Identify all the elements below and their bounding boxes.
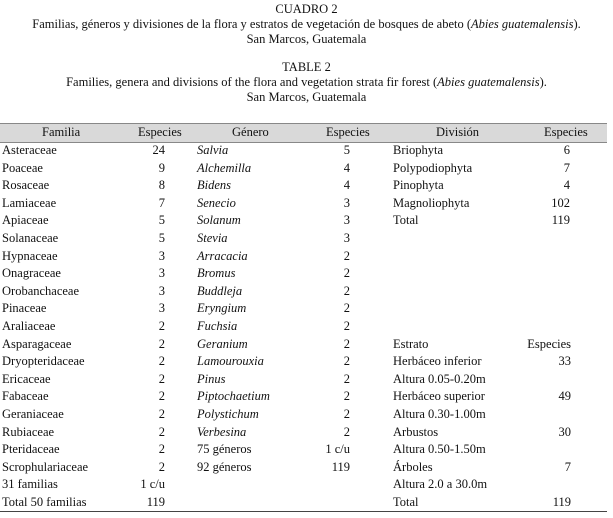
genus-species-count: 119 — [331, 459, 350, 474]
caption-es-text: Familias, géneros y divisiones de la flora y estratos de vegetación de bosques de abeto ( — [32, 17, 472, 31]
table-row — [0, 249, 607, 267]
genus-species-count: 3 — [343, 231, 350, 245]
genus-name: Pinus — [197, 371, 226, 386]
caption-en-description — [0, 75, 613, 90]
stratum-species-count: 7 — [564, 459, 571, 474]
division-name: Total — [393, 213, 419, 228]
stratum-species-count: 30 — [558, 424, 571, 439]
caption-en-end: ). — [539, 75, 547, 89]
header-genero: Género — [232, 125, 269, 139]
family-species-count: 3 — [158, 248, 165, 263]
stratum-name: Total — [393, 495, 419, 509]
family-species-count: 2 — [158, 319, 165, 333]
stratum-name: Herbáceo inferior — [393, 354, 482, 369]
table-header — [0, 123, 607, 143]
genus-name: 75 géneros — [197, 442, 252, 457]
strata-header-label: Estrato — [393, 336, 429, 351]
family-name: Geraniaceae — [2, 407, 64, 421]
genus-name: Buddleja — [197, 283, 243, 298]
family-species-count: 2 — [158, 336, 165, 351]
family-name: Total 50 familias — [2, 495, 87, 509]
family-name: Pteridaceae — [2, 442, 60, 457]
table-row — [0, 372, 607, 390]
table-row — [0, 319, 607, 337]
table-row — [0, 389, 607, 407]
table-bottom-rule — [0, 511, 607, 512]
genus-name: Senecio — [197, 195, 236, 210]
division-name: Pinophyta — [393, 178, 444, 193]
family-name: Asparagaceae — [2, 336, 72, 351]
header-division: División — [436, 125, 480, 139]
family-name: Apiaceae — [2, 213, 49, 228]
family-species-count: 8 — [158, 178, 165, 193]
stratum-name: Altura 0.30-1.00m — [393, 407, 486, 421]
table-row — [0, 178, 607, 196]
genus-species-count: 5 — [343, 143, 350, 157]
table-row — [0, 266, 607, 284]
caption-en-title: TABLE 2 — [282, 60, 331, 74]
genus-name: Bidens — [197, 178, 232, 193]
genus-species-count: 2 — [343, 354, 350, 369]
family-name: 31 familias — [2, 477, 58, 492]
caption-es-location: San Marcos, Guatemala — [246, 32, 367, 46]
genus-species-count: 2 — [343, 319, 350, 333]
family-species-count: 2 — [158, 407, 165, 421]
caption-es-description — [0, 17, 613, 32]
table-row — [0, 161, 607, 179]
genus-name: Geranium — [197, 336, 248, 351]
header-especies-familia: Especies — [138, 125, 182, 139]
caption-en-text: Families, genera and divisions of the flora and vegetation strata fir forest ( — [66, 75, 438, 89]
genus-species-count: 1 c/u — [325, 442, 350, 457]
division-species-count: 4 — [563, 178, 570, 193]
caption-english — [0, 60, 613, 105]
genus-species-count: 2 — [343, 301, 350, 316]
division-name: Polypodiophyta — [393, 160, 473, 175]
table-row — [0, 337, 607, 355]
genus-name: Salvia — [197, 143, 229, 157]
family-species-count: 2 — [158, 424, 165, 439]
stratum-name: Arbustos — [393, 424, 439, 439]
genus-name: Verbesina — [197, 424, 247, 439]
family-name: Rosaceae — [2, 178, 50, 193]
caption-spanish — [0, 2, 613, 47]
genus-name: Alchemilla — [197, 160, 252, 175]
genus-species-count: 2 — [343, 371, 350, 386]
table-row — [0, 477, 607, 495]
genus-name: Lamourouxia — [197, 354, 264, 369]
family-name: Onagraceae — [2, 266, 61, 281]
genus-species-count: 2 — [343, 407, 350, 421]
genus-species-count: 2 — [343, 248, 350, 263]
caption-es-end: ). — [573, 17, 581, 31]
genus-name: Fuchsia — [197, 319, 238, 333]
family-name: Poaceae — [2, 160, 43, 175]
stratum-name: Altura 2.0 a 30.0m — [393, 477, 488, 492]
stratum-species-count: 119 — [552, 495, 571, 509]
family-species-count: 9 — [158, 160, 165, 175]
family-species-count: 24 — [152, 143, 165, 157]
header-especies-division: Especies — [544, 125, 588, 139]
family-species-count: 2 — [158, 459, 165, 474]
family-name: Dryopteridaceae — [2, 354, 85, 369]
genus-name: Stevia — [197, 231, 228, 245]
family-species-count: 3 — [158, 283, 165, 298]
family-name: Asteraceae — [2, 143, 57, 157]
family-species-count: 2 — [158, 354, 165, 369]
genus-species-count: 2 — [343, 266, 350, 281]
family-species-count: 2 — [158, 442, 165, 457]
table-row — [0, 354, 607, 372]
stratum-species-count: 49 — [558, 389, 571, 404]
stratum-species-count: 33 — [558, 354, 571, 369]
table-row — [0, 495, 607, 513]
genus-species-count: 2 — [343, 336, 350, 351]
genus-name: Solanum — [197, 213, 241, 228]
table-row — [0, 301, 607, 319]
family-name: Scrophulariaceae — [2, 459, 89, 474]
family-name: Lamiaceae — [2, 195, 57, 210]
table-row — [0, 213, 607, 231]
caption-en-location: San Marcos, Guatemala — [246, 90, 367, 104]
strata-header-count: Especies — [527, 336, 571, 351]
family-name: Ericaceae — [2, 371, 51, 386]
stratum-name: Altura 0.05-0.20m — [393, 371, 486, 386]
division-species-count: 102 — [551, 195, 570, 210]
division-species-count: 119 — [551, 213, 570, 228]
genus-species-count: 4 — [343, 178, 350, 193]
genus-species-count: 2 — [343, 283, 350, 298]
family-name: Pinaceae — [2, 301, 47, 316]
family-species-count: 5 — [158, 231, 165, 245]
table-row — [0, 442, 607, 460]
stratum-name: Herbáceo superior — [393, 389, 485, 404]
family-name: Araliaceae — [2, 319, 56, 333]
genus-species-count: 2 — [343, 424, 350, 439]
family-name: Orobanchaceae — [2, 283, 80, 298]
family-species-count: 1 c/u — [140, 477, 165, 492]
genus-species-count: 2 — [343, 389, 350, 404]
family-name: Hypnaceae — [2, 248, 58, 263]
family-species-count: 3 — [158, 266, 165, 281]
genus-name: Bromus — [197, 266, 236, 281]
header-familia: Familia — [42, 125, 81, 139]
genus-species-count: 3 — [343, 213, 350, 228]
family-species-count: 3 — [158, 301, 165, 316]
family-species-count: 5 — [158, 213, 165, 228]
caption-es-title: CUADRO 2 — [275, 2, 338, 16]
genus-species-count: 4 — [343, 160, 350, 175]
division-species-count: 6 — [563, 143, 570, 157]
family-species-count: 7 — [158, 195, 165, 210]
table-row — [0, 284, 607, 302]
table-row — [0, 425, 607, 443]
family-name: Fabaceae — [2, 389, 49, 404]
family-species-count: 119 — [146, 495, 165, 509]
genus-species-count: 3 — [343, 195, 350, 210]
stratum-name: Altura 0.50-1.50m — [393, 442, 486, 457]
family-name: Solanaceae — [2, 231, 59, 245]
division-name: Briophyta — [393, 143, 443, 157]
header-especies-genero: Especies — [326, 125, 370, 139]
genus-name: Arracacia — [197, 248, 248, 263]
caption-es-species: Abies guatemalensis — [471, 17, 574, 31]
genus-name: 92 géneros — [197, 459, 252, 474]
table-row — [0, 460, 607, 478]
genus-name: Piptochaetium — [197, 389, 270, 404]
table-row — [0, 407, 607, 425]
division-name: Magnoliophyta — [393, 195, 470, 210]
genus-name: Eryngium — [197, 301, 247, 316]
caption-en-species: Abies guatemalensis — [437, 75, 540, 89]
division-species-count: 7 — [563, 160, 570, 175]
family-name: Rubiaceae — [2, 424, 55, 439]
table-row — [0, 196, 607, 214]
table-row — [0, 143, 607, 161]
family-species-count: 2 — [158, 371, 165, 386]
stratum-name: Árboles — [393, 459, 433, 474]
genus-name: Polystichum — [197, 407, 259, 421]
table-row — [0, 231, 607, 249]
family-species-count: 2 — [158, 389, 165, 404]
